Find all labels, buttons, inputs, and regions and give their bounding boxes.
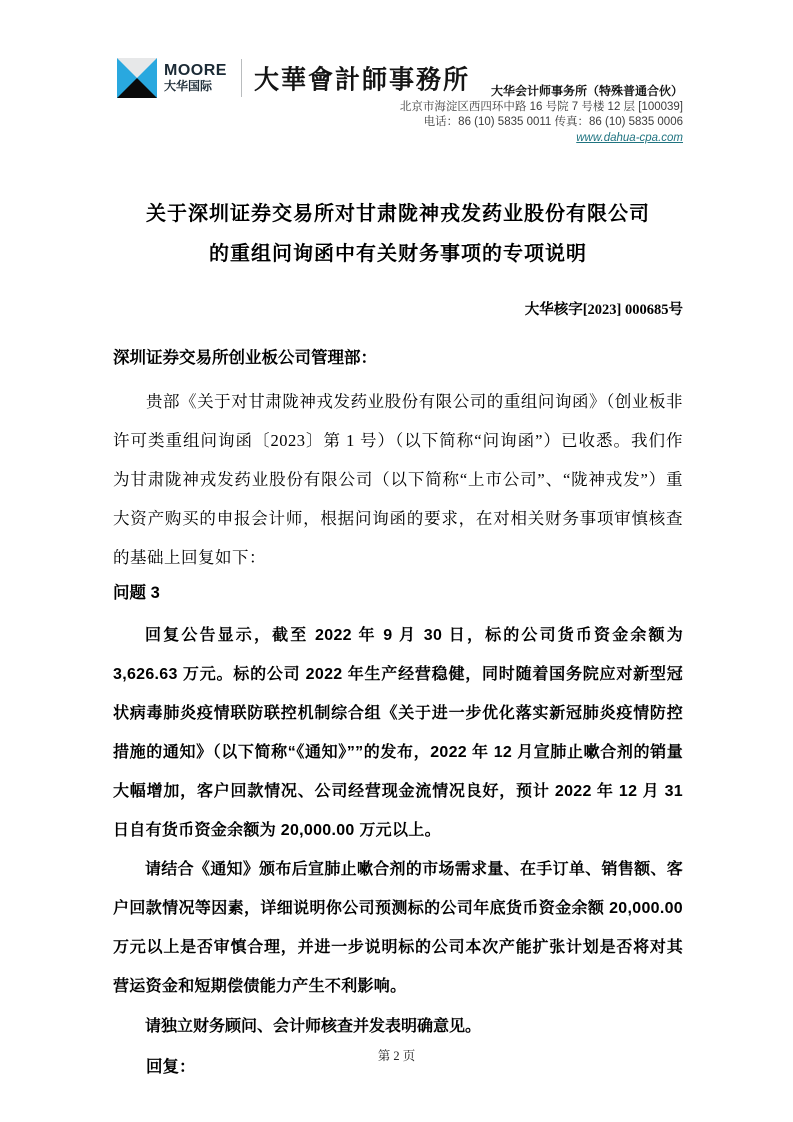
contact-block xyxy=(400,84,683,146)
firm-website-link[interactable]: www.dahua-cpa.com xyxy=(576,131,683,144)
logo-wordmark xyxy=(164,63,227,92)
document-title-line1: 关于深圳证券交易所对甘肃陇神戎发药业股份有限公司 xyxy=(146,203,650,225)
question-paragraph-1: 回复公告显示，截至 2022 年 9 月 30 日，标的公司货币资金余额为 3,626.63 万元。标的公司 2022 年生产经营稳健，同时随着国务院应对新型冠状病毒肺炎疫情联防联控机制综合组《关于进一步优化落实新冠肺炎疫情防控措施的通知》（以下简称“《通知》””的发布，2022 年 12 月宣肺止嗽合剂的销量大幅增加，客户回款情况、公司经营现金流情况良好，预计 2022 年 12 月 31 日自有货币资金余额为 20,000.00 万元以上。 xyxy=(113,627,683,839)
logo-divider xyxy=(241,59,242,97)
salutation: 深圳证券交易所创业板公司管理部： xyxy=(113,348,377,367)
letterhead xyxy=(113,56,683,152)
check-request-line: 请独立财务顾问、会计师核查并发表明确意见。 xyxy=(145,1018,482,1035)
logo-brand-subtext: 大华国际 xyxy=(164,79,213,94)
question-paragraph-2: 请结合《通知》颁布后宣肺止嗽合剂的市场需求量、在手订单、销售额、客户回款情况等因素，详细说明你公司预测标的公司年底货币资金余额 20,000.00 万元以上是否审慎合理，并进一步说明标的公司本次产能扩张计划是否将对其营运资金和短期偿债能力产生不利影响。 xyxy=(113,861,683,995)
question-label: 问题 3 xyxy=(113,584,160,602)
page-number: 第 2 页 xyxy=(377,1049,416,1063)
intro-paragraph: 贵部《关于对甘肃陇神戎发药业股份有限公司的重组问询函》（创业板非许可类重组问询函〔2023〕第 1 号）（以下简称“问询函”）已收悉。我们作为甘肃陇神戎发药业股份有限公司（以下简称“上市公司”、“陇神戎发”）重大资产购买的申报会计师，根据问询函的要求，在对相关财务事项审慎核查的基础上回复如下： xyxy=(113,392,683,567)
reply-label: 回复： xyxy=(146,1057,196,1076)
firm-address: 北京市海淀区西四环中路 16 号院 7 号楼 12 层 [100039] xyxy=(399,100,683,113)
reference-number: 大华核字[2023] 000685号 xyxy=(524,302,683,318)
moore-diamond-icon xyxy=(117,58,157,98)
document-title xyxy=(113,194,683,274)
firm-legal-name: 大华会计师事务所（特殊普通合伙） xyxy=(490,84,683,98)
firm-phone-fax: 电话：86 (10) 5835 0011 传真：86 (10) 5835 0006 xyxy=(423,116,683,128)
firm-calligraphy-name: 大華會計師事務所 xyxy=(253,66,470,95)
document-title-line2: 的重组问询函中有关财务事项的专项说明 xyxy=(209,243,587,265)
logo-brand-text: MOORE xyxy=(164,62,227,80)
